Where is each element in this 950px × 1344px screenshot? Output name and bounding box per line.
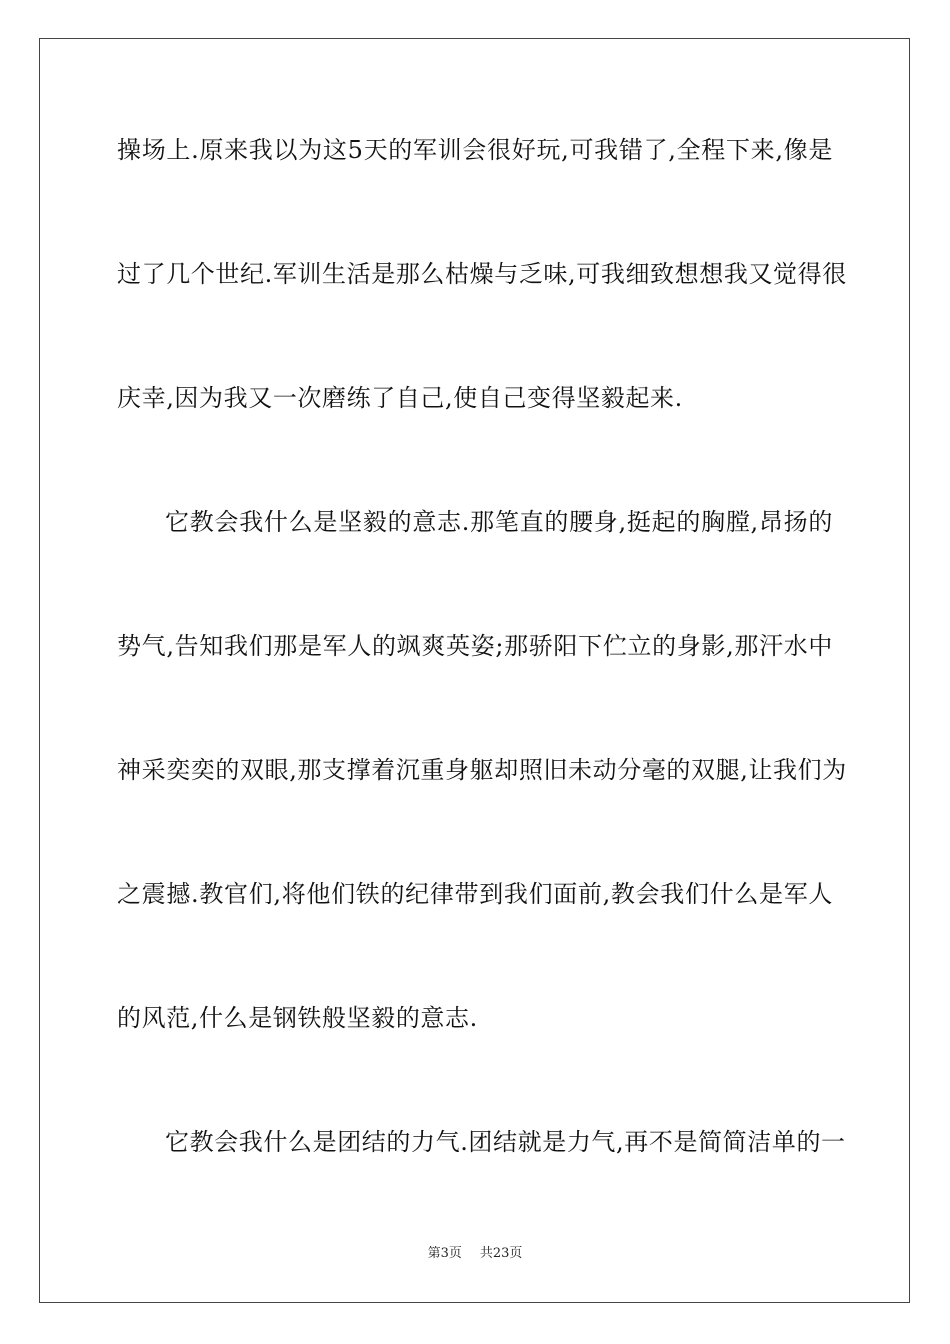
text-line: 的风范,什么是钢铁般坚毅的意志. <box>117 1004 478 1032</box>
text-line: 操场上.原来我以为这5天的军训会很好玩,可我错了,全程下来,像是 <box>117 136 833 164</box>
text-line: 神采奕奕的双眼,那支撑着沉重身躯却照旧未动分毫的双腿,让我们为 <box>117 756 847 784</box>
text-line: 庆幸,因为我又一次磨练了自己,使自己变得坚毅起来. <box>117 384 683 412</box>
page-footer <box>0 1245 950 1263</box>
text-line: 过了几个世纪.军训生活是那么枯燥与乏味,可我细致想想我又觉得很 <box>117 260 847 288</box>
page-number: 第3页 <box>427 1246 462 1261</box>
page-total: 共23页 <box>479 1246 523 1261</box>
text-line: 势气,告知我们那是军人的飒爽英姿;那骄阳下伫立的身影,那汗水中 <box>117 632 833 660</box>
paragraph-first-line: 它教会我什么是坚毅的意志.那笔直的腰身,挺起的胸膛,昂扬的 <box>165 508 833 536</box>
page-border <box>39 38 910 1303</box>
text-line: 之震撼.教官们,将他们铁的纪律带到我们面前,教会我们什么是军人 <box>117 880 833 908</box>
paragraph-first-line: 它教会我什么是团结的力气.团结就是力气,再不是简简洁单的一 <box>165 1128 846 1156</box>
